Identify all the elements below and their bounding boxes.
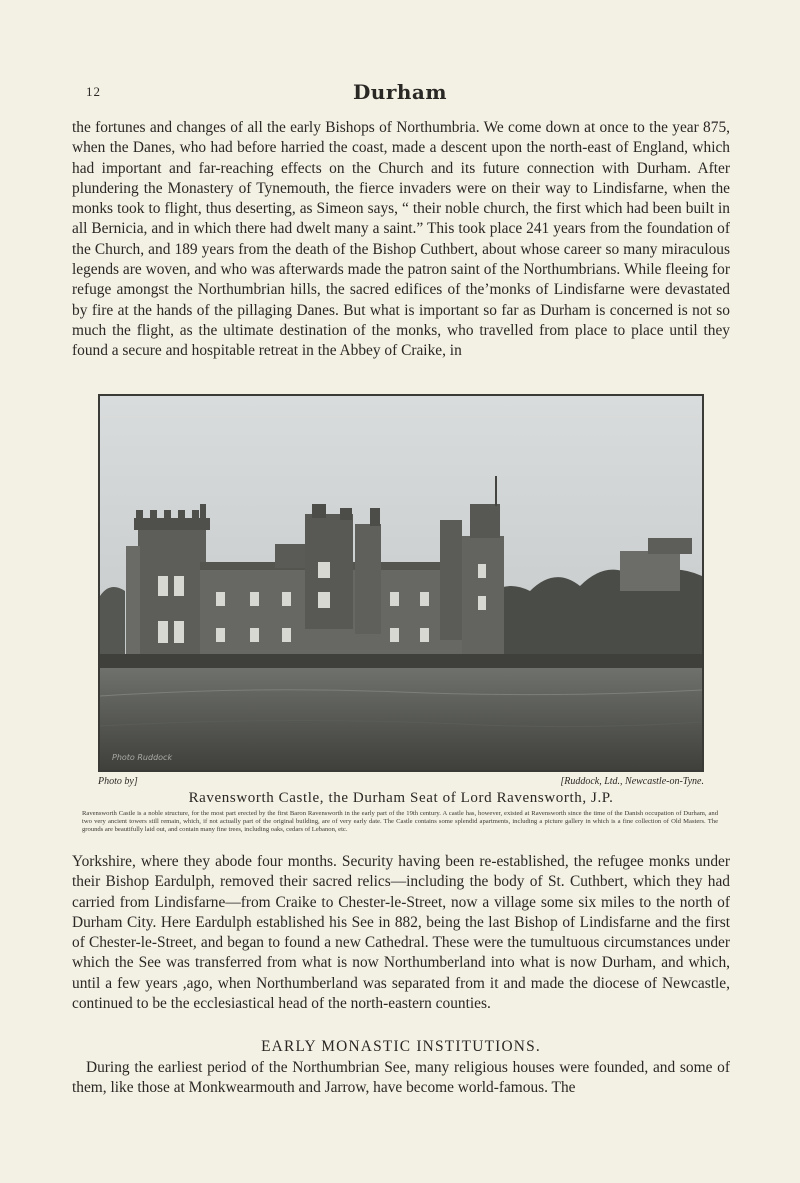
body-paragraph-3: During the earliest period of the Northumbrian See, many religious houses were founded, and some of them, like those at Monkwearmouth and Jarrow, have become world-famous. The [72,1059,730,1097]
section-heading: EARLY MONASTIC INSTITUTIONS. [261,1038,541,1055]
body-paragraph-2: Yorkshire, where they abode four months. Security having been re-established, the refugee monks under their Bishop Eardulph, removed their sacred relics—including the body of St. Cuthbert, which they had carried from Lindisfarne—from Craike to Chester-le-Street, now a village some six miles to the north of Durham City. Here Eardulph established his See in 882, being the last Bishop of Lindisfarne and the first of Chester-le-Street, and began to found a new Cathedral. These were the tumultuous circumstances under which the See was transferred from what is now Northumberland into what is now Durham, and which, until a few years ,ago, when Northumberland was separated from it and made the diocese of Newcastle, continued to be the ecclesiastical head of the north-eastern counties. [72,853,730,1013]
running-title: Durham [352,80,448,104]
body-paragraph-1: the fortunes and changes of all the early Bishops of Northumbria. We come down at once to the year 875, when the Danes, who had before harried the coast, made a descent upon the north-east of England, which had important and far-reaching effects on the Church and its future connection with Durham. After plundering the Monastery of Tynemouth, the fierce invaders were on their way to Lindisfarne, when the monks took to flight, thus deserting, as Simeon says, “ their noble church, the first which had been built in all Bernicia, and in which there had dwelt many a saint.” This took place 241 years from the foundation of the Church, and 189 years from the death of the Bishop Cuthbert, about whose career so many miraculous legends are woven, and who was afterwards made the patron saint of the Northumbrians. While fleeing for refuge amongst the Northumbrian hills, the sacred edifices of theʼmonks of Lindisfarne were devastated by fire at the hands of the pillaging Danes. But what is important so far as Durham is concerned is not so much the flight, as the ultimate destination of the monks, who travelled from place to place until they found a secure and hospitable retreat in the Abbey of Craike, in [72,119,730,360]
photo-credit [98,776,704,790]
photo-stamp: Photo Ruddock [112,753,173,762]
photo-credit-left: Photo by] [98,776,138,787]
castle-photograph [98,394,704,772]
running-head [0,80,800,110]
page-number: 12 [86,84,101,99]
figure-caption-body: Ravensworth Castle is a noble structure, for the most part erected by the first Baron Ravensworth in the early part of the 19th century. A castle has, however, existed at Ravensworth since the time of the Danish occupation of Durham, and two very ancient towers still remain, which, if not actually part of the original building, are of very early date. The Castle contains some splendid apartments, including a picture gallery in which is a fine collection of Old Masters. The grounds are beautifully laid out, and contain many fine trees, including oaks, cedars of Lebanon, etc. [82,810,718,833]
figure-caption-title: Ravensworth Castle, the Durham Seat of Lord Ravensworth, J.P. [188,790,614,806]
photo-credit-right: [Ruddock, Ltd., Newcastle-on-Tyne. [560,776,704,787]
